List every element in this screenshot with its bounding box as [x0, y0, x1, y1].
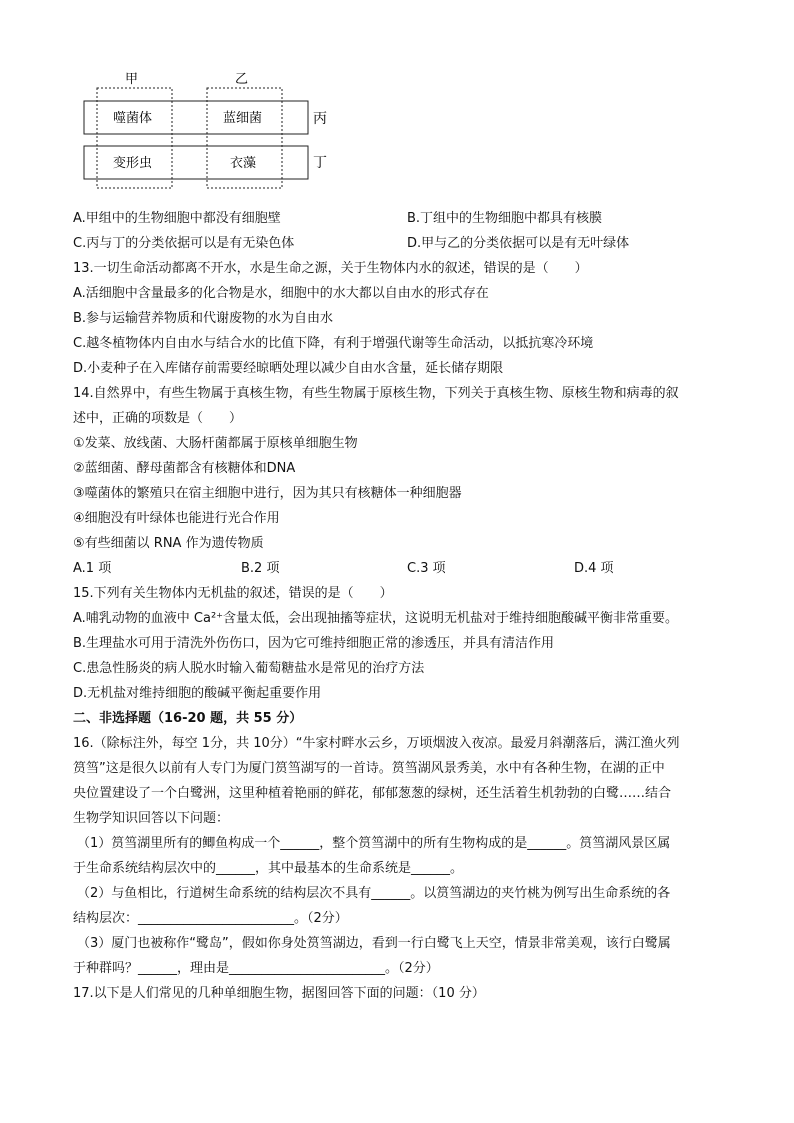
q14-statement-2: ②蓝细菌、酵母菌都含有核糖体和DNA [73, 461, 296, 476]
cell-chlamydomonas: 衣藻 [230, 156, 257, 171]
q16-part1-line1: （1）筼筜湖里所有的鲫鱼构成一个______，整个筼筜湖中的所有生物构成的是______。筼筜湖风景区属 [77, 836, 671, 851]
q16-part1-line2: 于生命系统结构层次中的______，其中最基本的生命系统是______。 [73, 861, 464, 876]
q13-option-c: C.越冬植物体内自由水与结合水的比值下降，有利于增强代谢等生命活动，以抵抗寒冷环境 [73, 336, 594, 351]
q13-stem: 13.一切生命活动都离不开水，水是生命之源，关于生物体内水的叙述，错误的是（ ） [73, 261, 588, 276]
q15-option-c: C.患急性肠炎的病人脱水时输入葡萄糖盐水是常见的治疗方法 [73, 661, 425, 676]
cell-cyanobacteria: 蓝细菌 [223, 111, 263, 126]
q14-option-d: D.4 项 [574, 561, 614, 576]
q15-option-b: B.生理盐水可用于清洗外伤伤口，因为它可维持细胞正常的渗透压，并具有清洁作用 [73, 636, 555, 651]
q14-stem-line1: 14.自然界中，有些生物属于真核生物，有些生物属于原核生物，下列关于真核生物、原核生物和病毒的叙 [73, 386, 679, 401]
cell-amoeba: 变形虫 [113, 156, 153, 171]
q16-line-2: 筼筜”这是很久以前有人专门为厦门筼筜湖写的一首诗。筼筜湖风景秀美，水中有各种生物，在湖的正中 [73, 761, 665, 776]
q15-option-d: D.无机盐对维持细胞的酸碱平衡起重要作用 [73, 686, 322, 701]
q12-option-b: B.丁组中的生物细胞中都具有核膜 [407, 211, 603, 226]
q14-statement-5: ⑤有些细菌以 RNA 作为遗传物质 [73, 536, 264, 551]
q14-statement-1: ①发菜、放线菌、大肠杆菌都属于原核单细胞生物 [73, 436, 358, 451]
q12-option-c: C.丙与丁的分类依据可以是有无染色体 [73, 236, 295, 251]
q13-option-a: A.活细胞中含量最多的化合物是水，细胞中的水大都以自由水的形式存在 [73, 286, 489, 301]
q13-option-b: B.参与运输营养物质和代谢废物的水为自由水 [73, 311, 334, 326]
classification-diagram [80, 68, 340, 192]
q16-part2-line1: （2）与鱼相比，行道树生命系统的结构层次不具有______。以筼筜湖边的夹竹桃为例写出生命系统的各 [77, 886, 671, 901]
q13-option-d: D.小麦种子在入库储存前需要经晾晒处理以减少自由水含量，延长储存期限 [73, 361, 504, 376]
q15-option-a: A.哺乳动物的血液中 Ca²⁺含量太低，会出现抽搐等症状，这说明无机盐对于维持细胞酸碱平衡非常重要。 [73, 611, 679, 626]
cell-phage: 噬菌体 [113, 111, 153, 126]
q16-line-1: 16.（除标注外，每空 1分，共 10分）“牛家村畔水云乡，万顷烟波入夜凉。最爱月斜潮落后，满江渔火列 [73, 736, 680, 751]
q14-option-b: B.2 项 [241, 561, 280, 576]
col-yi-label: 乙 [235, 72, 249, 87]
q16-line-4: 生物学知识回答以下问题： [73, 811, 230, 826]
col-jia-label: 甲 [125, 72, 139, 87]
q14-stem-line2: 述中，正确的项数是（ ） [73, 411, 243, 426]
section-heading: 二、非选择题（16-20 题，共 55 分） [73, 711, 303, 726]
q14-option-c: C.3 项 [407, 561, 446, 576]
row-ding-label: 丁 [313, 155, 327, 171]
q15-stem: 15.下列有关生物体内无机盐的叙述，错误的是（ ） [73, 586, 393, 601]
q14-statement-3: ③噬菌体的繁殖只在宿主细胞中进行，因为其只有核糖体一种细胞器 [73, 486, 462, 501]
q12-option-d: D.甲与乙的分类依据可以是有无叶绿体 [407, 236, 630, 251]
q14-statement-4: ④细胞没有叶绿体也能进行光合作用 [73, 511, 280, 526]
q12-option-a: A.甲组中的生物细胞中都没有细胞壁 [73, 211, 281, 226]
q16-part3-line1: （3）厦门也被称作“鹭岛”，假如你身处筼筜湖边，看到一行白鹭飞上天空，情景非常美观，该行白鹭属 [77, 936, 671, 951]
q16-line-3: 央位置建设了一个白鹭洲，这里种植着艳丽的鲜花，郁郁葱葱的绿树，还生活着生机勃勃的白鹭……结合 [73, 786, 672, 801]
q16-part3-line2: 于种群吗？______，理由是________________________。（2分） [73, 961, 439, 976]
col-yi-box [207, 88, 282, 188]
q17-stem: 17.以下是人们常见的几种单细胞生物，据图回答下面的问题：（10 分） [73, 986, 485, 1001]
q14-option-a: A.1 项 [73, 561, 112, 576]
row-bing-label: 丙 [313, 111, 327, 127]
col-jia-box [97, 88, 172, 188]
q16-part2-line2: 结构层次：________________________。（2分） [73, 911, 348, 926]
